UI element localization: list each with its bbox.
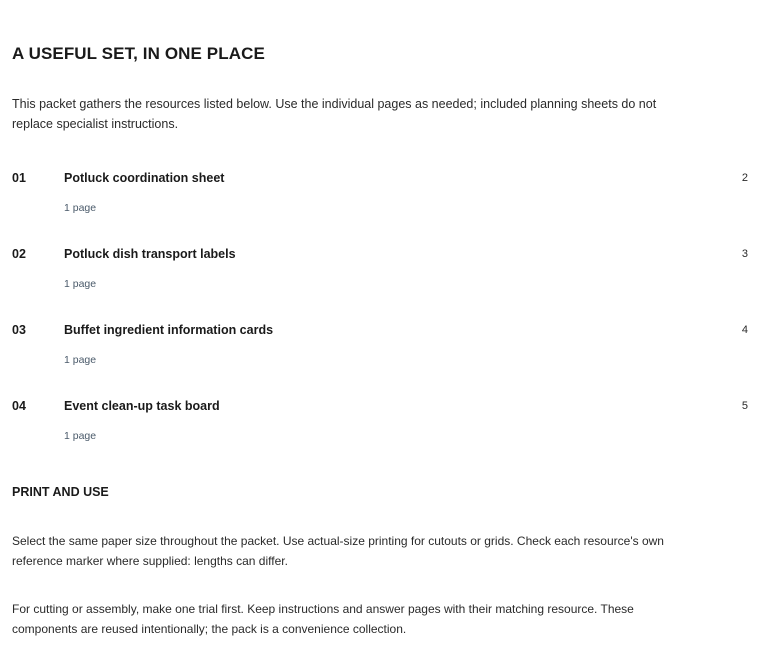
toc-item-page-count: 1 page — [64, 430, 97, 442]
toc-item-page-number: 2 — [741, 172, 748, 184]
toc-item-02[interactable] — [12, 247, 748, 323]
toc-item-title[interactable]: Buffet ingredient information cards — [64, 323, 274, 337]
intro-paragraph: This packet gathers the resources listed below. Use the individual pages as needed; included planning sheets do not replace specialist instructions. — [12, 97, 657, 131]
table-of-contents — [12, 171, 748, 475]
toc-item-page-count: 1 page — [64, 202, 97, 214]
print-paragraph-assembly: For cutting or assembly, make one trial first. Keep instructions and answer pages with their matching resource. These components are reused intentionally; the pack is a convenience collection. — [12, 602, 634, 636]
toc-item-number: 01 — [12, 171, 26, 185]
print-paragraph-paper: Select the same paper size throughout the packet. Use actual-size printing for cutouts or grids. Check each resource's own reference marker where supplied: lengths can differ. — [12, 534, 664, 568]
toc-item-03[interactable] — [12, 323, 748, 399]
toc-item-page-number: 5 — [741, 400, 748, 412]
toc-item-page-count: 1 page — [64, 278, 97, 290]
toc-item-title[interactable]: Event clean-up task board — [64, 399, 220, 413]
print-section-heading: PRINT AND USE — [12, 485, 109, 499]
toc-item-04[interactable] — [12, 399, 748, 475]
toc-item-number: 03 — [12, 323, 26, 337]
toc-item-01[interactable] — [12, 171, 748, 247]
toc-item-page-count: 1 page — [64, 354, 97, 366]
toc-item-number: 02 — [12, 247, 26, 261]
toc-item-page-number: 3 — [741, 248, 748, 260]
page-title: A USEFUL SET, IN ONE PLACE — [12, 44, 265, 63]
toc-item-page-number: 4 — [741, 324, 748, 336]
toc-item-title[interactable]: Potluck coordination sheet — [64, 171, 225, 185]
toc-item-number: 04 — [12, 399, 26, 413]
toc-item-title[interactable]: Potluck dish transport labels — [64, 247, 236, 261]
